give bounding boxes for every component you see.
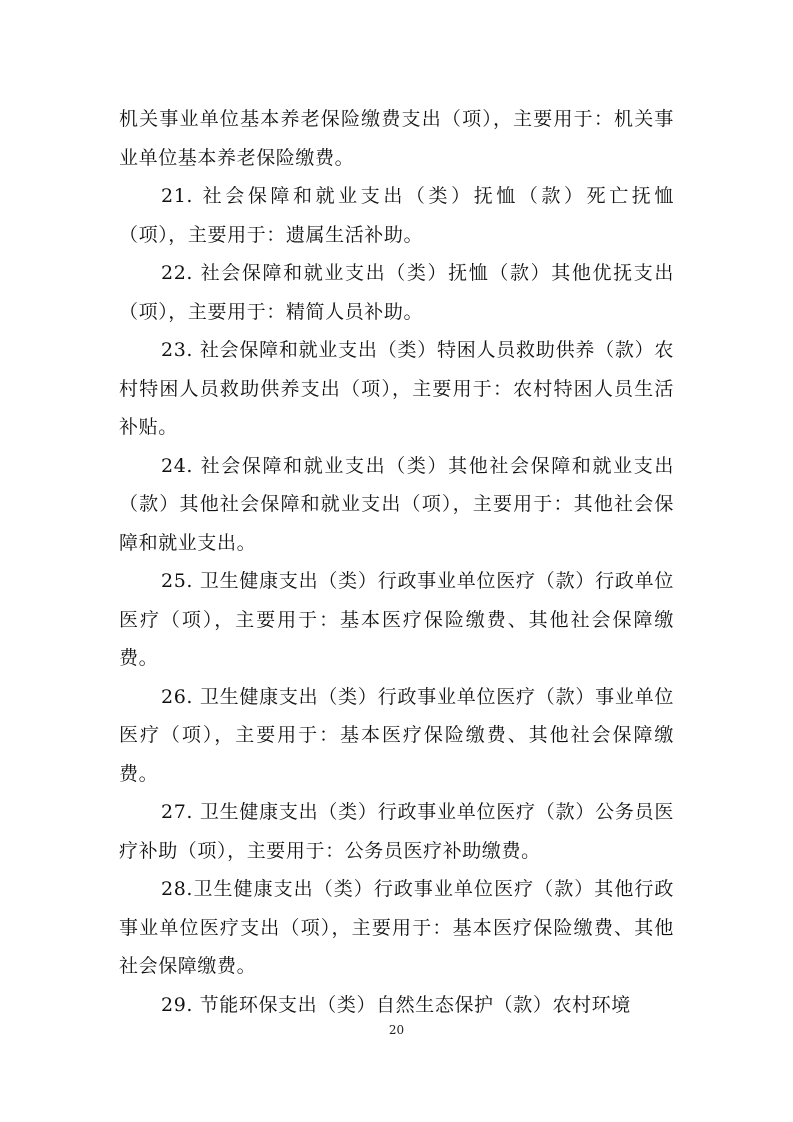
paragraph-item-23: 23. 社会保障和就业支出（类）特困人员救助供养（款）农村特困人员救助供养支出（项），主要用于：农村特困人员生活补贴。 xyxy=(119,339,674,438)
paragraph-item-29: 29. 节能环保支出（类）自然生态保护（款）农村环境 xyxy=(161,993,631,1016)
paragraph-continuation: 机关事业单位基本养老保险缴费支出（项），主要用于：机关事业单位基本养老保险缴费。 xyxy=(119,108,674,169)
paragraph-item-27: 27. 卫生健康支出（类）行政事业单位医疗（款）公务员医疗补助（项），主要用于：公务员医疗补助缴费。 xyxy=(119,801,674,862)
paragraph-item-28: 28.卫生健康支出（类）行政事业单位医疗（款）其他行政事业单位医疗支出（项），主要用于：基本医疗保险缴费、其他社会保障缴费。 xyxy=(119,878,674,977)
page-number: 20 xyxy=(388,1023,405,1037)
paragraph-item-26: 26. 卫生健康支出（类）行政事业单位医疗（款）事业单位医疗（项），主要用于：基本医疗保险缴费、其他社会保障缴费。 xyxy=(119,685,674,785)
document-body xyxy=(119,100,674,1024)
paragraph-item-25: 25. 卫生健康支出（类）行政事业单位医疗（款）行政单位医疗（项），主要用于：基本医疗保险缴费、其他社会保障缴费。 xyxy=(119,570,674,669)
paragraph-item-21: 21. 社会保障和就业支出（类）抚恤（款）死亡抚恤（项），主要用于：遗属生活补助。 xyxy=(119,185,674,246)
paragraph-item-22: 22. 社会保障和就业支出（类）抚恤（款）其他优抚支出（项），主要用于：精简人员补助。 xyxy=(119,262,674,323)
paragraph-item-24: 24. 社会保障和就业支出（类）其他社会保障和就业支出（款）其他社会保障和就业支出（项），主要用于：其他社会保障和就业支出。 xyxy=(119,454,674,554)
